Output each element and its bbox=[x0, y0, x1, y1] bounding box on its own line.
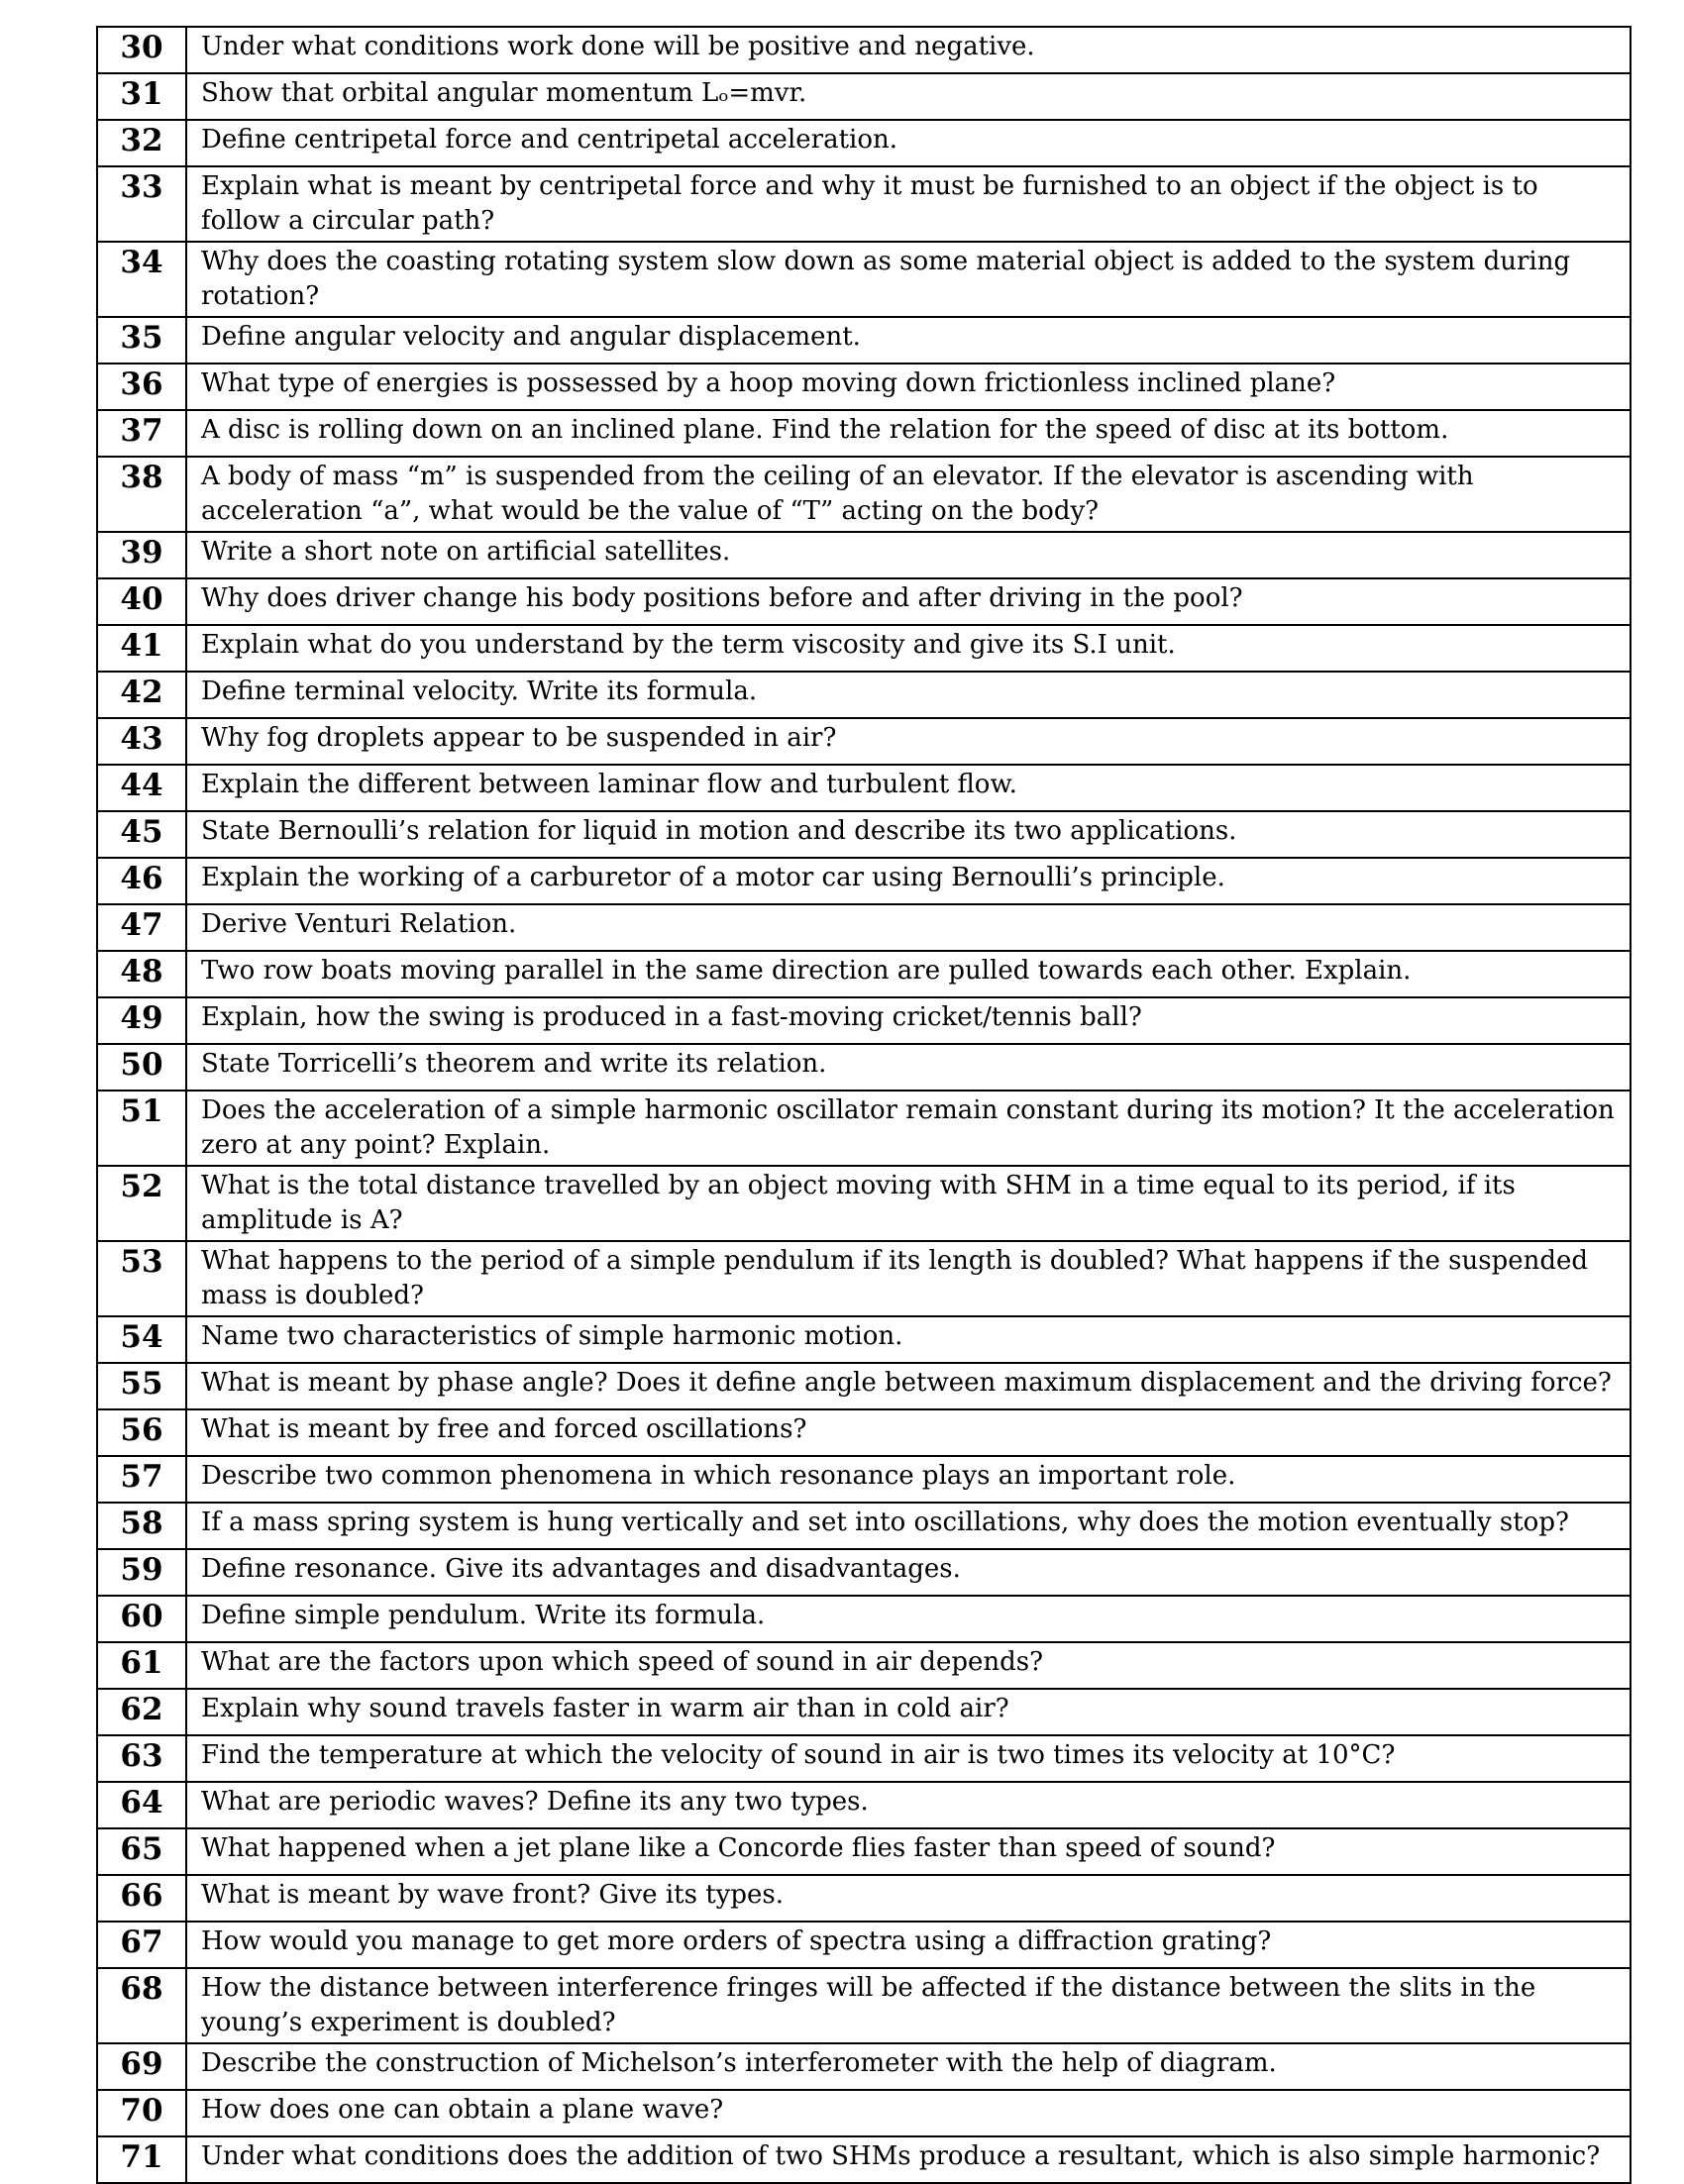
question-number: 47 bbox=[97, 904, 186, 951]
question-row bbox=[97, 997, 1631, 1044]
question-number: 59 bbox=[97, 1549, 186, 1596]
question-text: Why fog droplets appear to be suspended in air? bbox=[186, 718, 1631, 765]
question-row bbox=[97, 364, 1631, 410]
question-text: What is meant by free and forced oscillations? bbox=[186, 1409, 1631, 1456]
question-row bbox=[97, 1503, 1631, 1549]
question-text: Explain, how the swing is produced in a fast-moving cricket/tennis ball? bbox=[186, 997, 1631, 1044]
question-row bbox=[97, 1241, 1631, 1316]
question-text: Define centripetal force and centripetal acceleration. bbox=[186, 120, 1631, 166]
question-number: 45 bbox=[97, 811, 186, 858]
question-row bbox=[97, 2136, 1631, 2183]
question-row bbox=[97, 1456, 1631, 1503]
question-row bbox=[97, 457, 1631, 532]
question-text: Define resonance. Give its advantages and disadvantages. bbox=[186, 1549, 1631, 1596]
question-number: 49 bbox=[97, 997, 186, 1044]
question-number: 70 bbox=[97, 2090, 186, 2136]
question-text: What are the factors upon which speed of sound in air depends? bbox=[186, 1642, 1631, 1689]
question-number: 67 bbox=[97, 1922, 186, 1968]
question-text: Define terminal velocity. Write its formula. bbox=[186, 672, 1631, 718]
question-row bbox=[97, 120, 1631, 166]
question-row bbox=[97, 1316, 1631, 1363]
question-text: Derive Venturi Relation. bbox=[186, 904, 1631, 951]
question-text: Does the acceleration of a simple harmonic oscillator remain constant during its motion? It the acceleration zero at any point? Explain. bbox=[186, 1091, 1631, 1166]
question-row bbox=[97, 1875, 1631, 1922]
question-number: 34 bbox=[97, 242, 186, 317]
question-text: How the distance between interference fringes will be affected if the distance between the slits in the young’s experiment is doubled? bbox=[186, 1968, 1631, 2043]
question-row bbox=[97, 1166, 1631, 1241]
question-text: Explain what do you understand by the term viscosity and give its S.I unit. bbox=[186, 625, 1631, 672]
question-number: 66 bbox=[97, 1875, 186, 1922]
question-text: A disc is rolling down on an inclined plane. Find the relation for the speed of disc at its bottom. bbox=[186, 410, 1631, 457]
question-row bbox=[97, 1549, 1631, 1596]
question-row bbox=[97, 1922, 1631, 1968]
question-row bbox=[97, 765, 1631, 811]
question-text: If a mass spring system is hung vertically and set into oscillations, why does the motion eventually stop? bbox=[186, 1503, 1631, 1549]
question-text: What is the total distance travelled by an object moving with SHM in a time equal to its period, if its amplitude is A? bbox=[186, 1166, 1631, 1241]
question-number: 51 bbox=[97, 1091, 186, 1166]
question-text: A body of mass “m” is suspended from the ceiling of an elevator. If the elevator is ascending with acceleration “a”, what would be the value of “T” acting on the body? bbox=[186, 457, 1631, 532]
question-text: Describe two common phenomena in which resonance plays an important role. bbox=[186, 1456, 1631, 1503]
question-number: 69 bbox=[97, 2043, 186, 2090]
question-row bbox=[97, 1689, 1631, 1735]
question-text: Define simple pendulum. Write its formula. bbox=[186, 1596, 1631, 1642]
question-number: 61 bbox=[97, 1642, 186, 1689]
question-text: Explain what is meant by centripetal force and why it must be furnished to an object if the object is to follow a circular path? bbox=[186, 166, 1631, 242]
question-row bbox=[97, 2043, 1631, 2090]
question-text: Under what conditions does the addition of two SHMs produce a resultant, which is also simple harmonic? bbox=[186, 2136, 1631, 2183]
question-text: What type of energies is possessed by a hoop moving down frictionless inclined plane? bbox=[186, 364, 1631, 410]
question-number: 57 bbox=[97, 1456, 186, 1503]
question-row bbox=[97, 1409, 1631, 1456]
question-text: Describe the construction of Michelson’s interferometer with the help of diagram. bbox=[186, 2043, 1631, 2090]
question-table-body bbox=[97, 27, 1631, 2183]
question-number: 71 bbox=[97, 2136, 186, 2183]
question-row bbox=[97, 1091, 1631, 1166]
question-text: What happens to the period of a simple pendulum if its length is doubled? What happens if the suspended mass is doubled? bbox=[186, 1241, 1631, 1316]
question-text: What is meant by phase angle? Does it define angle between maximum displacement and the driving force? bbox=[186, 1363, 1631, 1409]
question-number: 35 bbox=[97, 317, 186, 364]
question-text: What is meant by wave front? Give its types. bbox=[186, 1875, 1631, 1922]
question-row bbox=[97, 578, 1631, 625]
question-table bbox=[96, 26, 1631, 2184]
question-row bbox=[97, 672, 1631, 718]
question-row bbox=[97, 811, 1631, 858]
question-number: 50 bbox=[97, 1044, 186, 1091]
question-number: 46 bbox=[97, 858, 186, 904]
question-text: How would you manage to get more orders of spectra using a diffraction grating? bbox=[186, 1922, 1631, 1968]
question-number: 55 bbox=[97, 1363, 186, 1409]
question-number: 44 bbox=[97, 765, 186, 811]
question-row bbox=[97, 1735, 1631, 1782]
question-row bbox=[97, 410, 1631, 457]
question-text: What are periodic waves? Define its any two types. bbox=[186, 1782, 1631, 1828]
question-text: Define angular velocity and angular displacement. bbox=[186, 317, 1631, 364]
question-row bbox=[97, 951, 1631, 997]
question-number: 33 bbox=[97, 166, 186, 242]
question-number: 37 bbox=[97, 410, 186, 457]
question-number: 52 bbox=[97, 1166, 186, 1241]
question-text: Two row boats moving parallel in the same direction are pulled towards each other. Explain. bbox=[186, 951, 1631, 997]
question-text: Write a short note on artificial satellites. bbox=[186, 532, 1631, 578]
question-number: 31 bbox=[97, 73, 186, 120]
question-text: Show that orbital angular momentum Lₒ=mvr. bbox=[186, 73, 1631, 120]
question-number: 54 bbox=[97, 1316, 186, 1363]
question-text: Under what conditions work done will be positive and negative. bbox=[186, 27, 1631, 73]
question-row bbox=[97, 242, 1631, 317]
question-row bbox=[97, 166, 1631, 242]
question-text: How does one can obtain a plane wave? bbox=[186, 2090, 1631, 2136]
question-number: 48 bbox=[97, 951, 186, 997]
question-row bbox=[97, 532, 1631, 578]
question-number: 63 bbox=[97, 1735, 186, 1782]
question-text: What happened when a jet plane like a Concorde flies faster than speed of sound? bbox=[186, 1828, 1631, 1875]
question-text: State Bernoulli’s relation for liquid in motion and describe its two applications. bbox=[186, 811, 1631, 858]
question-row bbox=[97, 2090, 1631, 2136]
question-number: 39 bbox=[97, 532, 186, 578]
question-number: 43 bbox=[97, 718, 186, 765]
question-text: Explain the working of a carburetor of a motor car using Bernoulli’s principle. bbox=[186, 858, 1631, 904]
question-number: 64 bbox=[97, 1782, 186, 1828]
question-number: 62 bbox=[97, 1689, 186, 1735]
question-row bbox=[97, 317, 1631, 364]
question-number: 58 bbox=[97, 1503, 186, 1549]
question-row bbox=[97, 1363, 1631, 1409]
question-row bbox=[97, 1044, 1631, 1091]
question-text: Why does driver change his body positions before and after driving in the pool? bbox=[186, 578, 1631, 625]
question-text: Name two characteristics of simple harmonic motion. bbox=[186, 1316, 1631, 1363]
question-row bbox=[97, 1828, 1631, 1875]
question-number: 30 bbox=[97, 27, 186, 73]
question-number: 40 bbox=[97, 578, 186, 625]
question-row bbox=[97, 858, 1631, 904]
question-row bbox=[97, 625, 1631, 672]
question-number: 32 bbox=[97, 120, 186, 166]
question-number: 65 bbox=[97, 1828, 186, 1875]
question-number: 41 bbox=[97, 625, 186, 672]
question-row bbox=[97, 904, 1631, 951]
question-number: 60 bbox=[97, 1596, 186, 1642]
question-row bbox=[97, 1642, 1631, 1689]
question-number: 38 bbox=[97, 457, 186, 532]
question-row bbox=[97, 718, 1631, 765]
question-row bbox=[97, 1782, 1631, 1828]
question-row bbox=[97, 1968, 1631, 2043]
question-number: 42 bbox=[97, 672, 186, 718]
question-number: 36 bbox=[97, 364, 186, 410]
question-text: Explain why sound travels faster in warm air than in cold air? bbox=[186, 1689, 1631, 1735]
question-text: State Torricelli’s theorem and write its relation. bbox=[186, 1044, 1631, 1091]
question-row bbox=[97, 1596, 1631, 1642]
question-text: Find the temperature at which the velocity of sound in air is two times its velocity at 10°C? bbox=[186, 1735, 1631, 1782]
question-number: 68 bbox=[97, 1968, 186, 2043]
question-row bbox=[97, 73, 1631, 120]
question-text: Explain the different between laminar flow and turbulent flow. bbox=[186, 765, 1631, 811]
question-number: 53 bbox=[97, 1241, 186, 1316]
question-text: Why does the coasting rotating system slow down as some material object is added to the system during rotation? bbox=[186, 242, 1631, 317]
question-number: 56 bbox=[97, 1409, 186, 1456]
question-row bbox=[97, 27, 1631, 73]
